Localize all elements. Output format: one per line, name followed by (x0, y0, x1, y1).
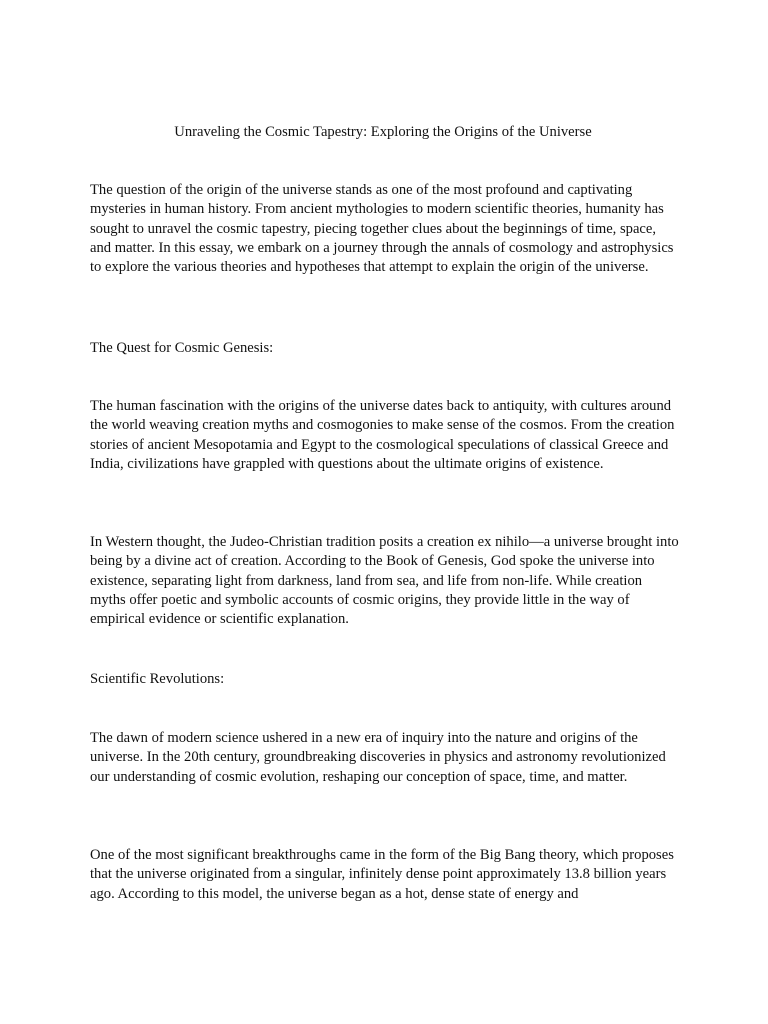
revolutions-paragraph-1: The dawn of modern science ushered in a new era of inquiry into the nature and origins of the universe. In the 20th century, groundbreaking discoveries in physics and astronomy revolutionized our understanding of cosmic evolution, reshaping our conception of space, time, and matter. (90, 730, 666, 785)
section-heading-revolutions: Scientific Revolutions: (90, 671, 225, 687)
revolutions-paragraph-2: One of the most significant breakthroughs came in the form of the Big Bang theory, which proposes that the universe originated from a singular, infinitely dense point approximately 13.8 billion years ago. According to this model, the universe began as a hot, dense state of energy and (90, 847, 674, 902)
quest-paragraph-1: The human fascination with the origins of the universe dates back to antiquity, with cultures around the world weaving creation myths and cosmogonies to make sense of the cosmos. From the creation stories of ancient Mesopotamia and Egypt to the cosmological speculations of classical Greece and India, civilizations have grappled with questions about the ultimate origins of existence. (90, 398, 675, 472)
quest-paragraph-2: In Western thought, the Judeo-Christian tradition posits a creation ex nihilo—a universe brought into being by a divine act of creation. According to the Book of Genesis, God spoke the universe into existence, separating light from darkness, land from sea, and life from non-life. While creation myths offer poetic and symbolic accounts of cosmic origins, they provide little in the way of empirical evidence or scientific explanation. (90, 534, 679, 628)
intro-paragraph: The question of the origin of the universe stands as one of the most profound and captivating mysteries in human history. From ancient mythologies to modern scientific theories, humanity has sought to unravel the cosmic tapestry, piecing together clues about the beginnings of time, space, and matter. In this essay, we embark on a journey through the annals of cosmology and astrophysics to explore the various theories and hypotheses that attempt to explain the origin of the universe. (90, 182, 674, 276)
document-title: Unraveling the Cosmic Tapestry: Exploring the Origins of the Universe (174, 124, 592, 140)
section-heading-quest: The Quest for Cosmic Genesis: (90, 340, 274, 356)
